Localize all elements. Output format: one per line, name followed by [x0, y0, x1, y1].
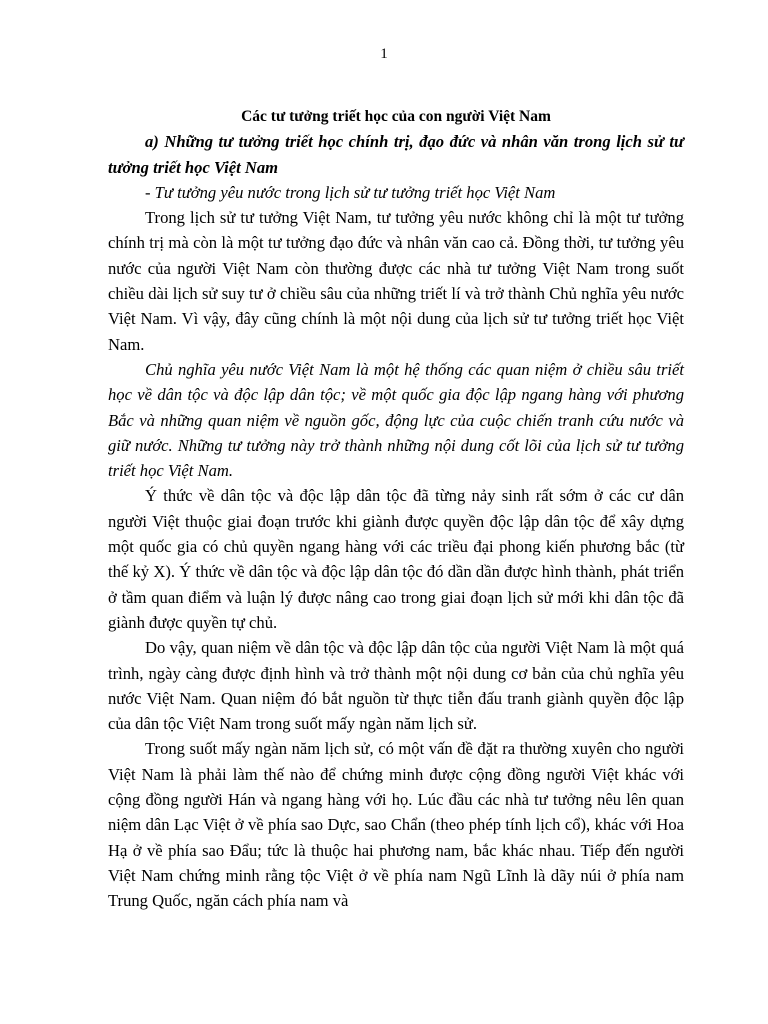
paragraph-1: Trong lịch sử tư tưởng Việt Nam, tư tưởng yêu nước không chỉ là một tư tưởng chính trị mà còn là một tư tưởng đạo đức và nhân văn cao cả. Đồng thời, tư tưởng yêu nước của người Việt Nam còn thường được các nhà tư tưởng Việt Nam trong suốt chiều dài lịch sử suy tư ở chiều sâu của những triết lí và trở thành Chủ nghĩa yêu nước Việt Nam. Vì vậy, đây cũng chính là một nội dung của lịch sử tư tưởng triết học Việt Nam. — [108, 208, 684, 354]
document-body — [108, 104, 684, 914]
paragraph-3: Ý thức về dân tộc và độc lập dân tộc đã từng nảy sinh rất sớm ở các cư dân người Việt thuộc giai đoạn trước khi giành được quyền độc lập dân tộc để xây dựng một quốc gia có chủ quyền ngang hàng với các triều đại phong kiến phương bắc (từ thế kỷ X). Ý thức về dân tộc và độc lập dân tộc đó dần dần được hình thành, phát triển ở tầm quan điểm và luận lý được nâng cao trong giai đoạn lịch sử mới khi dân tộc đã giành được quyền tự chủ. — [108, 486, 684, 632]
paragraph-2: Chủ nghĩa yêu nước Việt Nam là một hệ thống các quan niệm ở chiều sâu triết học về dân tộc và độc lập dân tộc; về một quốc gia độc lập ngang hàng với phương Bắc và những quan niệm về nguồn gốc, động lực của cuộc chiến tranh cứu nước và giữ nước. Những tư tưởng này trở thành những nội dung cốt lõi của lịch sử tư tưởng triết học Việt Nam. — [108, 359, 684, 481]
paragraph-4: Do vậy, quan niệm về dân tộc và độc lập dân tộc của người Việt Nam là một quá trình, ngày càng được định hình và trở thành một nội dung cơ bản của chủ nghĩa yêu nước Việt Nam. Quan niệm đó bắt nguồn từ thực tiễn đấu tranh giành quyền độc lập của dân tộc Việt Nam trong suốt mấy ngàn năm lịch sử. — [108, 638, 684, 734]
subsection-heading: - Tư tưởng yêu nước trong lịch sử tư tưởng triết học Việt Nam — [145, 182, 556, 202]
paragraph-5: Trong suốt mấy ngàn năm lịch sử, có một vấn đề đặt ra thường xuyên cho người Việt Nam là phải làm thế nào để chứng minh được cộng đồng người Việt khác với cộng đồng người Hán và ngang hàng với họ. Lúc đầu các nhà tư tưởng nêu lên quan niệm dân Lạc Việt ở về phía sao Dực, sao Chẩn (theo phép tính lịch cổ), khác với Hoa Hạ ở về phía sao Đẩu; tức là thuộc hai phương nam, bắc khác nhau. Tiếp đến người Việt Nam chứng minh rằng tộc Việt ở về phía nam Ngũ Lĩnh là dãy núi ở phía nam Trung Quốc, ngăn cách phía nam và — [108, 739, 684, 911]
section-heading-a: a) Những tư tưởng triết học chính trị, đạo đức và nhân văn trong lịch sử tư tưởng triết học Việt Nam — [108, 132, 684, 177]
document-title: Các tư tưởng triết học của con người Việt Nam — [241, 108, 551, 125]
page-number: 1 — [380, 46, 388, 62]
